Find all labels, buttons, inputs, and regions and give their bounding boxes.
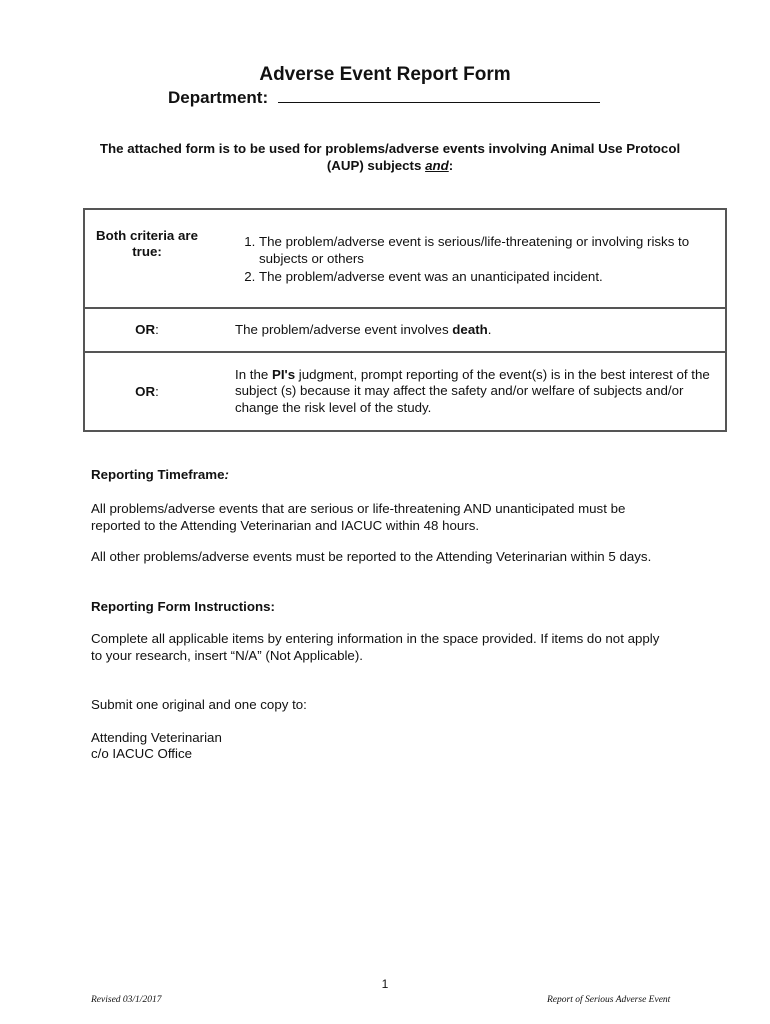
intro-suffix: : — [448, 158, 454, 173]
footer-revised: Revised 03/1/2017 — [91, 995, 162, 1005]
criteria-label-or — [85, 353, 209, 430]
footer-doc-title: Report of Serious Adverse Event — [547, 995, 671, 1005]
or-label: OR — [135, 322, 156, 337]
department-field — [168, 88, 600, 108]
instructions-heading: Reporting Form Instructions: — [91, 599, 275, 614]
intro-text — [80, 140, 700, 174]
criteria-row-both — [85, 210, 725, 307]
department-label: Department: — [168, 88, 269, 107]
or-label: OR — [135, 383, 156, 399]
timeframe-heading-text: Reporting Timeframe — [91, 467, 225, 482]
death-text-bold: death — [452, 321, 488, 337]
pi-text-bold: PI's — [271, 366, 296, 382]
death-text-before: The problem/adverse event involves — [235, 321, 453, 337]
criteria-label-or — [85, 309, 209, 351]
submit-text: Submit one original and one copy to: — [91, 697, 307, 712]
criteria-label-both: Both criteria are true: — [96, 228, 198, 259]
recipient-line-1: Attending Veterinarian — [91, 730, 222, 745]
criteria-content-both — [209, 210, 714, 307]
intro-emphasis: and — [425, 158, 449, 173]
or-colon: : — [155, 383, 159, 399]
criteria-row-death — [85, 307, 725, 351]
pi-text-before: In the — [235, 366, 272, 382]
criteria-table — [83, 208, 727, 432]
timeframe-heading-colon: : — [224, 467, 229, 482]
intro-main: The attached form is to be used for problems/adverse events involving Animal Use Protocol (AUP) subjects — [99, 141, 681, 173]
pi-text-after: judgment, prompt reporting of the event(s) is in the best interest of the subject (s) because it may affect the safety and/or welfare of subjects and/or change the risk level of the study. — [235, 366, 710, 415]
timeframe-para-2: All other problems/adverse events must be reported to the Attending Veterinarian within 5 days. — [91, 549, 652, 564]
criteria-content-pi — [209, 353, 715, 430]
criteria-list-item: 1. The problem/adverse event is serious/life-threatening or involving risks to subjects or others — [259, 234, 714, 267]
criteria-list-item: 2. The problem/adverse event was an unanticipated incident. — [259, 269, 714, 286]
timeframe-para-1: All problems/adverse events that are serious or life-threatening AND unanticipated must be reported to the Attending Veterinarian and IACUC within 48 hours. — [91, 501, 626, 533]
page-number: 1 — [381, 977, 389, 991]
timeframe-heading — [91, 467, 691, 484]
department-blank-line[interactable] — [278, 88, 600, 103]
criteria-content-death — [209, 309, 491, 351]
or-colon: : — [155, 322, 159, 337]
recipient-line-2: c/o IACUC Office — [91, 746, 192, 761]
page-title: Adverse Event Report Form — [259, 64, 511, 85]
death-text-after: . — [487, 321, 492, 337]
criteria-row-pi-judgment — [85, 351, 725, 430]
criteria-list — [235, 234, 714, 286]
instructions-para-1: Complete all applicable items by entering information in the space provided. If items do not apply to your research, insert “N/A” (Not Applicable). — [91, 631, 660, 663]
